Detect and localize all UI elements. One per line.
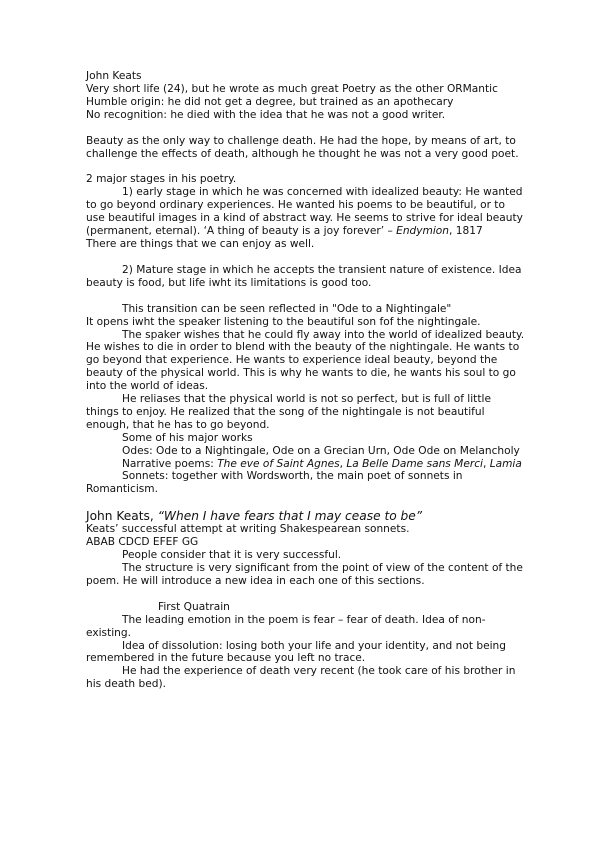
experience-paragraph: He had the experience of death very recent (he took care of his brother in his death bed).	[86, 665, 516, 691]
spaker-paragraph: The spaker wishes that he could fly away into the world of idealized beauty. He wishes to die in order to blend with the beauty of the nightingale. He wants to go beyond that experience. He wants to experience ideal beauty, beyond the beauty of the physical world. This is why he wants to die, he wants his soul to go into the world of ideas.	[86, 328, 525, 393]
structure-paragraph: The structure is very significant from the point of view of the content of the poem. He will introduce a new idea in each one of this sections.	[86, 562, 523, 587]
section2-author: John Keats,	[86, 509, 158, 524]
separator: ,	[339, 457, 347, 470]
intro-line: Humble origin: he did not get a degree, but trained as an apothecary	[86, 95, 454, 108]
stage1-after: There are things that we can enjoy as well.	[86, 237, 315, 250]
people-line: People consider that it is very successful.	[122, 549, 342, 562]
narrative-label: Narrative poems:	[122, 457, 218, 470]
narrative-line	[86, 458, 526, 471]
stages-heading: 2 major stages in his poetry.	[86, 173, 237, 186]
separator: ,	[482, 457, 490, 470]
transition-line: This transition can be seen reflected in "Ode to a Nightingale"	[122, 302, 452, 315]
intro-line: Very short life (24), but he wrote as much great Poetry as the other ORMantic	[86, 82, 498, 95]
intro-line: No recognition: he died with the idea that he was not a good writer.	[86, 108, 446, 121]
narrative-work: The eve of Saint Agnes	[217, 457, 340, 470]
section2-heading	[86, 509, 526, 523]
doc-title: John Keats	[86, 70, 142, 82]
attempt-line: Keats’ successful attempt at writing Shakespearean sonnets.	[86, 523, 410, 536]
section2-title: “When I have fears that I may cease to be”	[157, 509, 423, 524]
document-page	[86, 70, 526, 691]
narrative-work: Lamia	[489, 457, 522, 470]
sonnets-line: Sonnets: together with Wordsworth, the main poet of sonnets in Romanticism.	[86, 470, 463, 496]
opens-line: It opens iwht the speaker listening to the beautiful son fof the nightingale.	[86, 315, 481, 328]
major-works-line: Some of his major works	[122, 431, 253, 444]
narrative-work: La Belle Dame sans Merci	[346, 457, 483, 470]
stage1-work: Endymion	[396, 225, 450, 238]
stage1-paragraph	[86, 186, 526, 238]
reliases-paragraph: He reliases that the physical world is not so perfect, but is full of little things to enjoy. He realized that the song of the nightingale is not beautiful enough, that he has to go beyond.	[86, 393, 491, 431]
odes-line: Odes: Ode to a Nightingale, Ode on a Grecian Urn, Ode Ode on Melancholy	[122, 444, 520, 457]
stage1-text: 1) early stage in which he was concerned with idealized beauty: He wanted to go beyond ordinary experiences. He wanted his poems to be beautiful, or to use beautiful images in a kind of abstract way. He seems to strive for ideal beauty (permanent, eternal). ‘A thing of beauty is a joy forever’ –	[86, 186, 523, 238]
stage2-paragraph: 2) Mature stage in which he accepts the transient nature of existence. Idea beauty is food, but life iwht its limitations is good too.	[86, 263, 522, 289]
leading-paragraph: The leading emotion in the poem is fear – fear of death. Idea of non-existing.	[86, 613, 486, 639]
rhyme-scheme: ABAB CDCD EFEF GG	[86, 536, 199, 549]
quatrain-heading: First Quatrain	[158, 600, 230, 613]
dissolution-paragraph: Idea of dissolution: losing both your life and your identity, and not being remembered in the future because you left no trace.	[86, 639, 506, 665]
beauty-paragraph: Beauty as the only way to challenge death. He had the hope, by means of art, to challenge the effects of death, although he thought he was not a very good poet.	[86, 134, 519, 160]
stage1-year: , 1817	[449, 225, 483, 238]
